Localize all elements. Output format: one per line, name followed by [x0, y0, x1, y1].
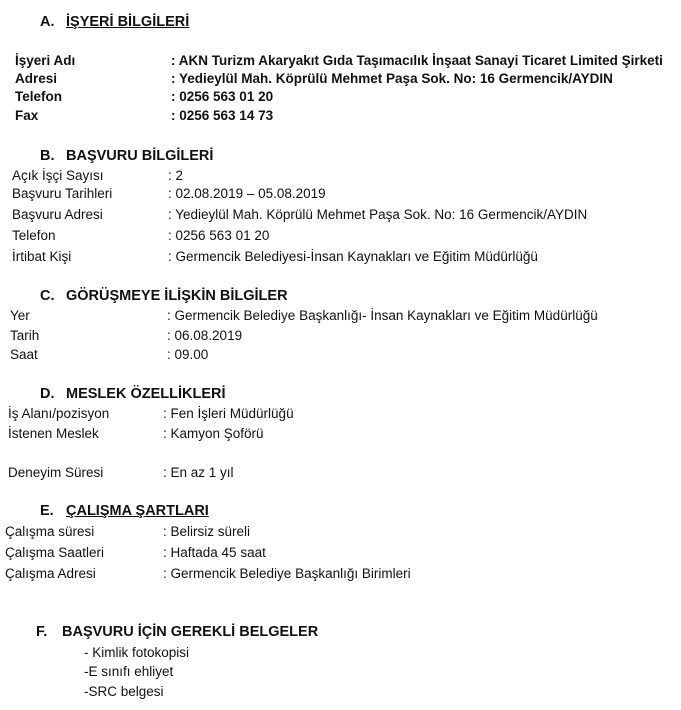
section-e-title: E. ÇALIŞMA ŞARTLARI: [40, 503, 209, 519]
required-document-item: - SRC belgesi: [84, 684, 164, 699]
section-c-heading: GÖRÜŞMEYE İLİŞKİN BİLGİLER: [66, 288, 288, 304]
section-b-title: B. BAŞVURU BİLGİLERİ: [40, 148, 214, 164]
row-label: İrtibat Kişi: [12, 249, 72, 264]
info-row: [0, 347, 681, 365]
info-row: [0, 426, 681, 444]
row-value: : AKN Turizm Akaryakıt Gıda Taşımacılık İnşaat Sanayi Ticaret Limited Şirketi: [171, 53, 663, 68]
info-row: [0, 465, 681, 483]
row-label: Çalışma Saatleri: [5, 545, 105, 560]
row-value: : 09.00: [167, 347, 208, 362]
info-row: [0, 328, 681, 346]
row-label: Yer: [10, 308, 30, 323]
info-row: [0, 406, 681, 424]
section-f-heading: BAŞVURU İÇİN GEREKLİ BELGELER: [62, 624, 319, 640]
row-value: : En az 1 yıl: [163, 465, 234, 480]
info-row: [0, 249, 681, 267]
row-label: Saat: [10, 347, 38, 362]
info-row: [0, 168, 681, 186]
info-row: [0, 89, 681, 107]
row-value: : 0256 563 01 20: [168, 228, 269, 243]
section-a-heading: İŞYERİ BİLGİLERİ: [66, 14, 190, 30]
section-a-title: A. İŞYERİ BİLGİLERİ: [40, 14, 190, 30]
info-row: [0, 186, 681, 204]
row-value: : Germencik Belediye Başkanlığı- İnsan Kaynakları ve Eğitim Müdürlüğü: [167, 308, 598, 323]
row-value: : 06.08.2019: [167, 328, 242, 343]
section-d-title: D. MESLEK ÖZELLİKLERİ: [40, 386, 226, 402]
info-row: [0, 545, 681, 563]
row-label: İş Alanı/pozisyon: [8, 406, 110, 421]
row-label: Tarih: [10, 328, 40, 343]
required-document-item: - E sınıfı ehliyet: [84, 664, 173, 679]
row-value: : Kamyon Şoförü: [163, 426, 264, 441]
row-label: Deneyim Süresi: [8, 465, 104, 480]
section-b-heading: BAŞVURU BİLGİLERİ: [66, 148, 214, 164]
info-row: [0, 566, 681, 584]
row-value: : Fen İşleri Müdürlüğü: [163, 406, 294, 421]
row-value: : Germencik Belediyesi-İnsan Kaynakları ve Eğitim Müdürlüğü: [168, 249, 538, 264]
row-value: : Yedieylül Mah. Köprülü Mehmet Paşa Sok. No: 16 Germencik/AYDIN: [171, 71, 613, 86]
row-value: : Belirsiz süreli: [163, 524, 250, 539]
row-label: İstenen Meslek: [8, 426, 99, 441]
row-label: Başvuru Adresi: [12, 207, 103, 222]
row-label: Adresi: [15, 71, 58, 86]
row-label: Çalışma süresi: [5, 524, 95, 539]
row-label: Telefon: [15, 89, 62, 104]
section-c-title: C. GÖRÜŞMEYE İLİŞKİN BİLGİLER: [40, 288, 288, 304]
section-e-heading: ÇALIŞMA ŞARTLARI: [66, 503, 209, 519]
info-row: [0, 207, 681, 225]
info-row: [0, 308, 681, 326]
row-value: : Haftada 45 saat: [163, 545, 266, 560]
info-row: [0, 524, 681, 542]
section-f-title: F. BAŞVURU İÇİN GEREKLİ BELGELER: [36, 624, 319, 640]
row-value: : 2: [168, 168, 183, 183]
info-row: [0, 108, 681, 126]
row-label: Çalışma Adresi: [5, 566, 96, 581]
section-d-heading: MESLEK ÖZELLİKLERİ: [66, 386, 226, 402]
row-label: Açık İşçi Sayısı: [12, 168, 104, 183]
row-value: : 02.08.2019 – 05.08.2019: [168, 186, 326, 201]
row-label: Fax: [15, 108, 39, 123]
row-value: : 0256 563 01 20: [171, 89, 273, 104]
info-row: [0, 53, 681, 71]
row-value: : 0256 563 14 73: [171, 108, 273, 123]
info-row: [0, 228, 681, 246]
row-label: Başvuru Tarihleri: [12, 186, 113, 201]
row-label: Telefon: [12, 228, 56, 243]
row-value: : Germencik Belediye Başkanlığı Birimleri: [163, 566, 411, 581]
required-document-item: - Kimlik fotokopisi: [84, 645, 189, 660]
row-label: İşyeri Adı: [15, 53, 76, 68]
info-row: [0, 71, 681, 89]
row-value: : Yedieylül Mah. Köprülü Mehmet Paşa Sok. No: 16 Germencik/AYDIN: [168, 207, 587, 222]
